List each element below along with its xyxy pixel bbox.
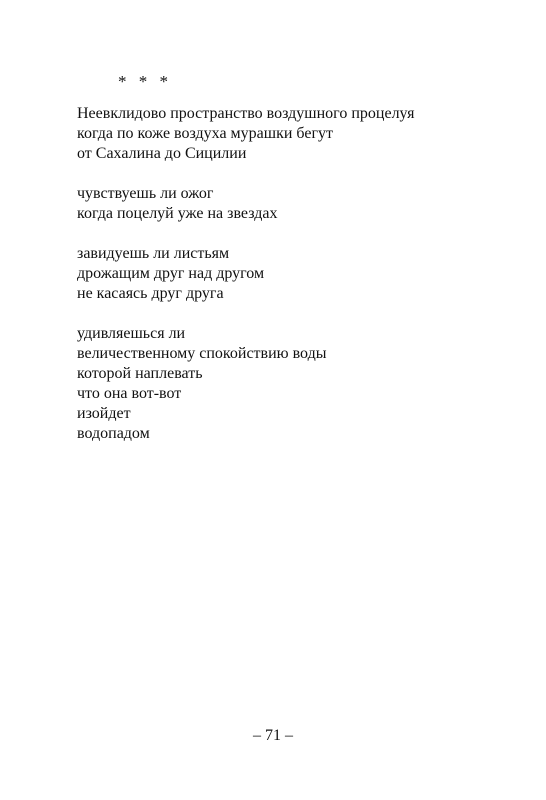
section-separator: * * * bbox=[118, 72, 172, 91]
poem-line: Неевклидово пространство воздушного процелуя bbox=[77, 105, 415, 122]
poem-line: завидуешь ли листьям bbox=[77, 245, 230, 262]
stanza-4 bbox=[77, 324, 497, 444]
poem-line: что она вот-вот bbox=[77, 385, 182, 402]
stanza-3 bbox=[77, 244, 497, 304]
poem-line: чувствуешь ли ожог bbox=[77, 185, 214, 202]
poem-line: которой наплевать bbox=[77, 365, 203, 382]
poem-line: не касаясь друг друга bbox=[77, 285, 224, 302]
poem-line: когда по коже воздуха мурашки бегут bbox=[77, 125, 334, 142]
stanza-2 bbox=[77, 184, 497, 224]
poem-line: от Сахалина до Сицилии bbox=[77, 145, 247, 162]
page-number: – 71 – bbox=[253, 727, 293, 744]
poem-line: водопадом bbox=[77, 425, 150, 442]
poem-line: дрожащим друг над другом bbox=[77, 265, 265, 282]
poem-line: когда поцелуй уже на звездах bbox=[77, 205, 278, 222]
stanza-1 bbox=[77, 104, 497, 164]
poem-line: величественному спокойствию воды bbox=[77, 345, 327, 362]
poem-line: изойдет bbox=[77, 405, 131, 422]
poem bbox=[77, 104, 497, 464]
poem-line: удивляешься ли bbox=[77, 325, 186, 342]
